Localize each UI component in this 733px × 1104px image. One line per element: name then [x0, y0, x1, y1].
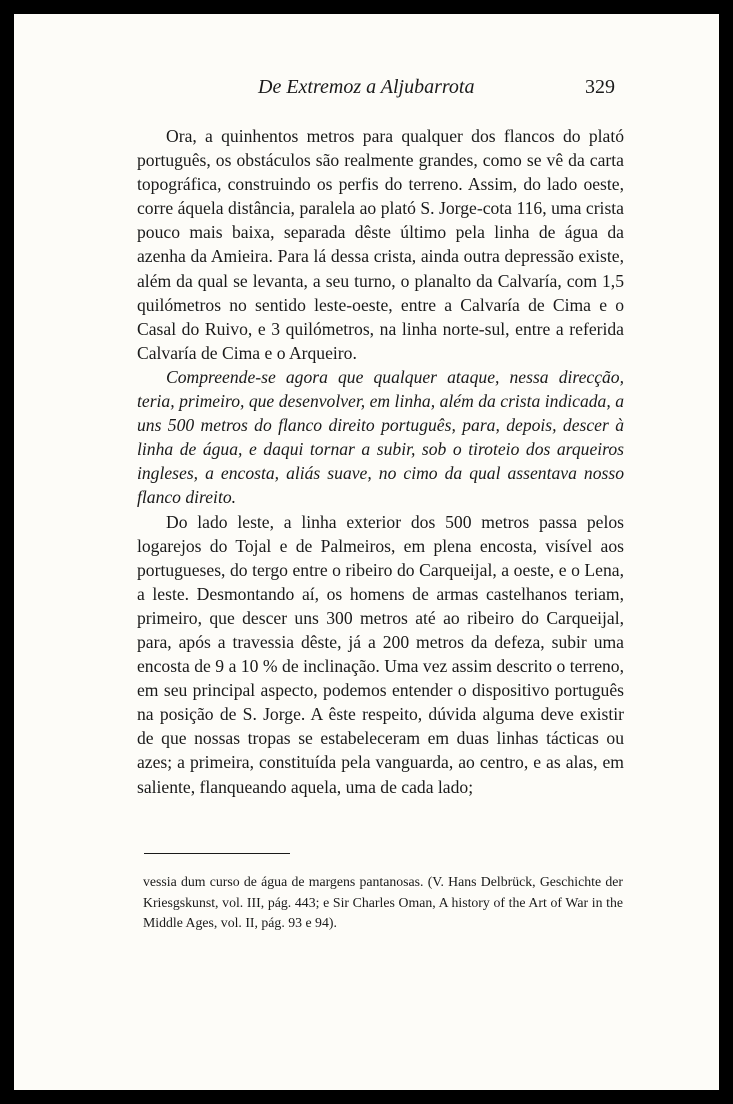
body-text: [137, 124, 624, 799]
footnote-separator: [144, 853, 290, 854]
footnote: [143, 872, 623, 934]
page-header: [14, 76, 719, 106]
paragraph-3: Do lado leste, a linha exterior dos 500 metros passa pelos logarejos do Tojal e de Palmeiros, em plena encosta, visível aos portugueses, do tergo entre o ribeiro do Carqueijal, a oeste, e o Lena, a leste. Desmontando aí, os homens de armas castelhanos teriam, primeiro, que descer uns 300 metros até ao ribeiro do Carqueijal, para, após a travessia dêste, já a 200 metros da defeza, subir uma encosta de 9 a 10 % de inclinação. Uma vez assim descrito o terreno, em seu principal aspecto, podemos entender o dispositivo português na posição de S. Jorge. A êste respeito, dúvida alguma deve existir de que nossas tropas se estabeleceram em duas linhas tácticas ou azes; a primeira, constituída pela vanguarda, ao centro, e as alas, em saliente, flanqueando aquela, uma de cada lado;: [137, 511, 624, 797]
page-number: 329: [585, 76, 615, 98]
paragraph-1: Ora, a quinhentos metros para qualquer dos flancos do plató português, os obstáculos são realmente grandes, como se vê da carta topográfica, construindo os perfis do terreno. Assim, do lado oeste, corre áquela distância, paralela ao plató S. Jorge-cota 116, uma crista pouco mais baixa, separada dêste último pela linha de água da azenha da Amieira. Para lá dessa crista, ainda outra depressão existe, além da qual se levanta, a seu turno, o planalto da Calvaría, com 1,5 quilómetros no sentido leste-oeste, entre a Calvaría de Cima e o Casal do Ruivo, e 3 quilómetros, na linha norte-sul, entre a referida Calvaría de Cima e o Arqueiro.: [137, 126, 624, 363]
running-title: De Extremoz a Aljubarrota: [258, 76, 475, 98]
document-page: [14, 14, 719, 1090]
footnote-text: vessia dum curso de água de margens pantanosas. (V. Hans Delbrück, Geschichte der Kriesgskunst, vol. III, pág. 443; e Sir Charles Oman, A history of the Art of War in the Middle Ages, vol. II, pág. 93 e 94).: [143, 874, 623, 930]
paragraph-2: Compreende-se agora que qualquer ataque, nessa direcção, teria, primeiro, que desenvolver, em linha, além da crista indicada, a uns 500 metros do flanco direito português, para, depois, descer à linha de água, e daqui tornar a subir, sob o tiroteio dos arqueiros ingleses, a encosta, aliás suave, no cimo da qual assentava nosso flanco direito.: [137, 366, 624, 508]
